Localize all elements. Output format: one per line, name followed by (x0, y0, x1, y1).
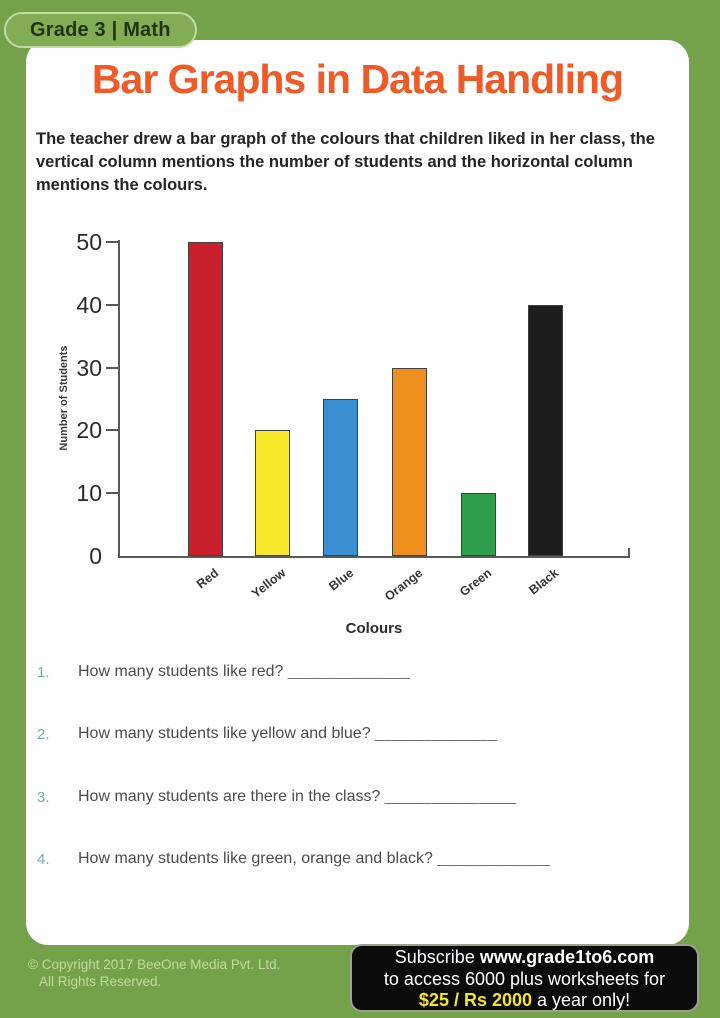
y-tick-40 (106, 304, 118, 306)
subscribe-suffix: a year only! (532, 990, 631, 1010)
bar-blue (323, 399, 358, 556)
x-label-yellow: Yellow (248, 565, 288, 601)
subscribe-url: www.grade1to6.com (479, 947, 655, 967)
x-label-black: Black (525, 565, 561, 598)
copyright-line1: © Copyright 2017 BeeOne Media Pvt. Ltd. (28, 957, 281, 972)
y-tick-10 (106, 492, 118, 494)
question-number: 1. (37, 664, 50, 681)
answer-blank: ______________ (384, 788, 517, 805)
subscribe-prefix: Subscribe (394, 947, 475, 967)
intro-paragraph: The teacher drew a bar graph of the colours that children liked in her class, the vertical column mentions the number of students and the horizontal column mentions the colours. (36, 130, 655, 194)
x-axis-title: Colours (345, 620, 403, 637)
x-axis-end-tick (628, 548, 630, 557)
bar-orange (392, 368, 427, 556)
copyright-notice (28, 956, 280, 990)
subscribe-line3 (352, 990, 697, 1012)
y-tick-30 (106, 367, 118, 369)
copyright-line2: All Rights Reserved. (39, 974, 162, 989)
answer-blank: _____________ (375, 725, 498, 742)
grade-badge-label: Grade 3 | Math (30, 19, 171, 41)
x-label-red: Red (193, 565, 221, 592)
question-text: How many students like green, orange and black? ____________ (78, 850, 551, 867)
x-axis-line (118, 556, 630, 558)
y-axis-line (118, 240, 120, 558)
worksheet-page (26, 40, 689, 945)
y-tick-label-0: 0 (89, 543, 102, 569)
x-label-green: Green (456, 565, 494, 600)
question-text: How many students are there in the class? ______________ (78, 788, 517, 805)
y-tick-label-50: 50 (76, 229, 102, 255)
bar-red (188, 242, 223, 556)
y-tick-label-10: 10 (76, 480, 102, 507)
x-label-blue: Blue (325, 565, 356, 594)
page-title: Bar Graphs in Data Handling (91, 56, 624, 102)
question-number: 2. (37, 726, 50, 743)
question-text: How many students like red? _____________ (78, 663, 411, 680)
subscribe-price: $25 / Rs 2000 (418, 990, 533, 1010)
subscribe-line2: to access 6000 plus worksheets for (383, 968, 666, 989)
question-text: How many students like yellow and blue? _____________ (78, 725, 498, 742)
subscribe-banner (350, 944, 699, 1012)
x-label-orange: Orange (381, 565, 425, 604)
bar-black (528, 305, 563, 556)
y-tick-label-30: 30 (76, 354, 102, 381)
y-tick-label-20: 20 (76, 417, 102, 444)
grade-badge (4, 12, 197, 48)
y-tick-label-40: 40 (76, 291, 102, 318)
subscribe-line1 (352, 947, 697, 969)
y-tick-50 (106, 241, 118, 243)
question-number: 3. (37, 789, 50, 806)
question-number: 4. (37, 851, 50, 868)
y-tick-20 (106, 429, 118, 431)
y-axis-title: Number of Students (58, 345, 70, 451)
answer-blank: ____________ (437, 850, 551, 867)
answer-blank: _____________ (287, 663, 411, 680)
bar-green (461, 493, 496, 556)
bar-yellow (255, 430, 290, 556)
